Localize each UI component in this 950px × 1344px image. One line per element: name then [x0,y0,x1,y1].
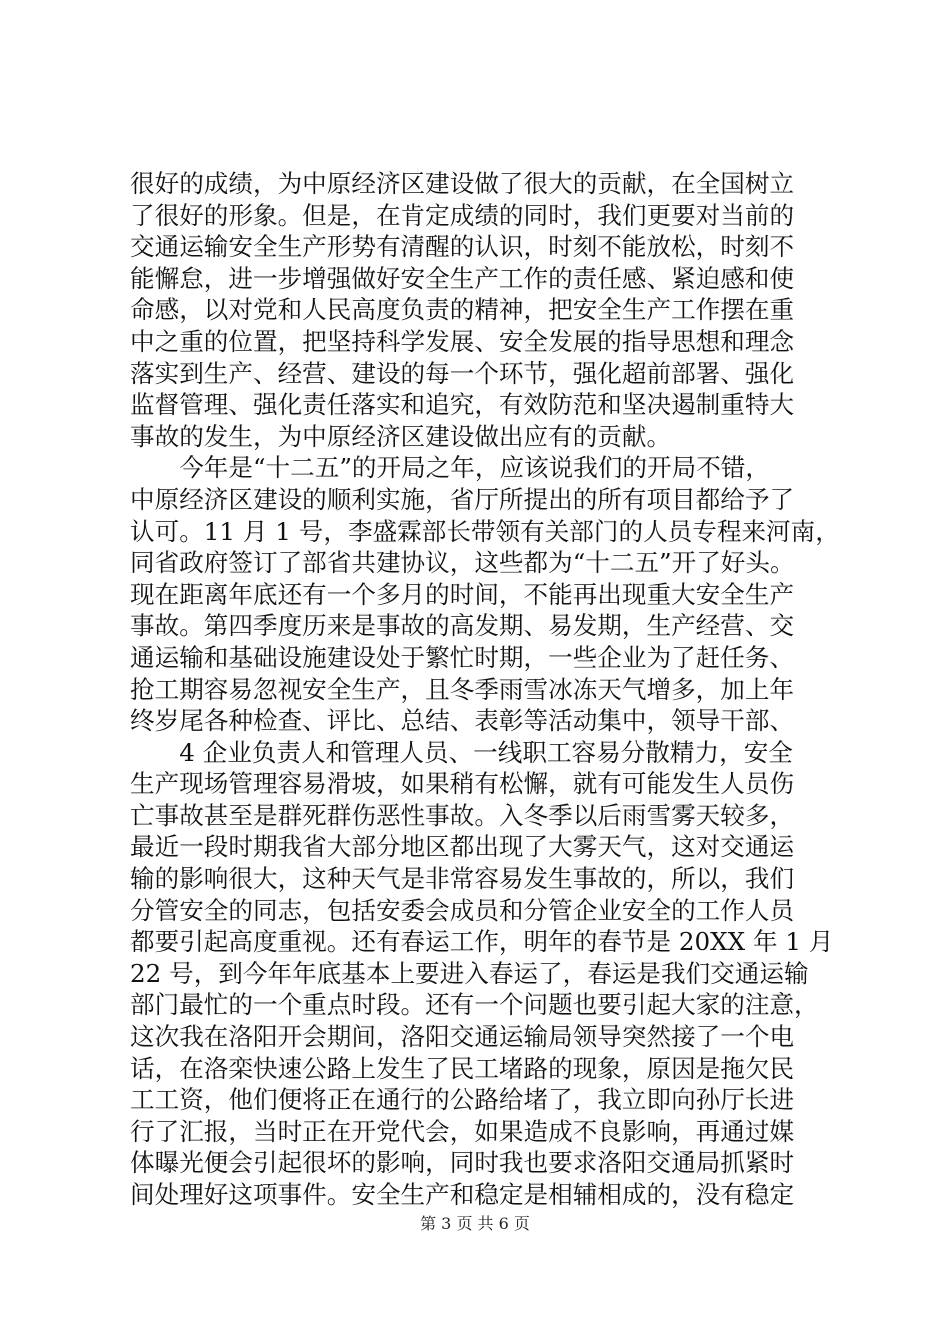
text-line: 生产现场管理容易滑坡，如果稍有松懈，就有可能发生人员伤 [130,769,795,799]
text-line: 间处理好这项事件。安全生产和稳定是相辅相成的，没有稳定 [130,1180,795,1209]
text-line: 通运输和基础设施建设处于繁忙时期，一些企业为了赶任务、 [130,642,795,672]
text-line: 话，在洛栾快速公路上发生了民工堵路的现象，原因是拖欠民 [130,1053,795,1083]
text-line: 输的影响很大，这种天气是非常容易发生事故的，所以，我们 [130,864,795,894]
text-line: 工工资，他们便将正在通行的公路给堵了，我立即向孙厅长进 [130,1085,795,1115]
text-line: 亡事故甚至是群死群伤恶性事故。入冬季以后雨雪雾天较多， [130,800,795,830]
text-line: 现在距离年底还有一个多月的时间，不能再出现重大安全生产 [130,579,795,609]
text-line: 同省政府签订了部省共建协议，这些都为“十二五”开了好头。 [130,548,795,578]
text-line: 很好的成绩，为中原经济区建设做了很大的贡献，在全国树立 [130,169,795,198]
text-line: 落实到生产、经营、建设的每一个环节，强化超前部署、强化 [130,358,795,388]
text-line: 了很好的形象。但是，在肯定成绩的同时，我们更要对当前的 [130,200,795,230]
text-line: 分管安全的同志，包括安委会成员和分管企业安全的工作人员 [130,895,795,925]
text-line: 这次我在洛阳开会期间，洛阳交通运输局领导突然接了一个电 [130,1022,795,1052]
text-line: 4 企业负责人和管理人员、一线职工容易分散精力，安全 [130,737,793,767]
text-line: 事故。第四季度历来是事故的高发期、易发期，生产经营、交 [130,611,795,641]
text-line: 22 号，到今年年底基本上要进入春运了，春运是我们交通运输 [130,958,809,988]
text-line: 能懈怠，进一步增强做好安全生产工作的责任感、紧迫感和使 [130,263,795,293]
text-line: 命感，以对党和人民高度负责的精神，把安全生产工作摆在重 [130,295,795,325]
text-line: 行了汇报，当时正在开党代会，如果造成不良影响，再通过媒 [130,1116,795,1146]
text-line: 最近一段时期我省大部分地区都出现了大雾天气，这对交通运 [130,832,795,862]
text-line: 抢工期容易忽视安全生产，且冬季雨雪冰冻天气增多，加上年 [130,674,795,704]
text-line: 监督管理、强化责任落实和追究，有效防范和坚决遏制重特大 [130,390,795,420]
text-line: 认可。11 月 1 号，李盛霖部长带领有关部门的人员专程来河南， [130,516,840,546]
page-number-footer: 第 3 页 共 6 页 [420,1214,530,1233]
text-line: 都要引起高度重视。还有春运工作，明年的春节是 20XX 年 1 月 [130,927,834,957]
text-line: 终岁尾各种检查、评比、总结、表彰等活动集中，领导干部、 [130,706,795,736]
text-line: 部门最忙的一个重点时段。还有一个问题也要引起大家的注意， [130,990,819,1020]
text-line: 今年是“十二五”的开局之年，应该说我们的开局不错， [130,453,770,483]
text-line: 事故的发生，为中原经济区建设做出应有的贡献。 [130,421,672,451]
document-body [130,168,840,1211]
text-line: 交通运输安全生产形势有清醒的认识，时刻不能放松，时刻不 [130,232,795,262]
text-line: 中原经济区建设的顺利实施，省厅所提出的所有项目都给予了 [130,484,795,514]
text-line: 体曝光便会引起很坏的影响，同时我也要求洛阳交通局抓紧时 [130,1148,795,1178]
text-line: 中之重的位置，把坚持科学发展、安全发展的指导思想和理念 [130,326,795,356]
